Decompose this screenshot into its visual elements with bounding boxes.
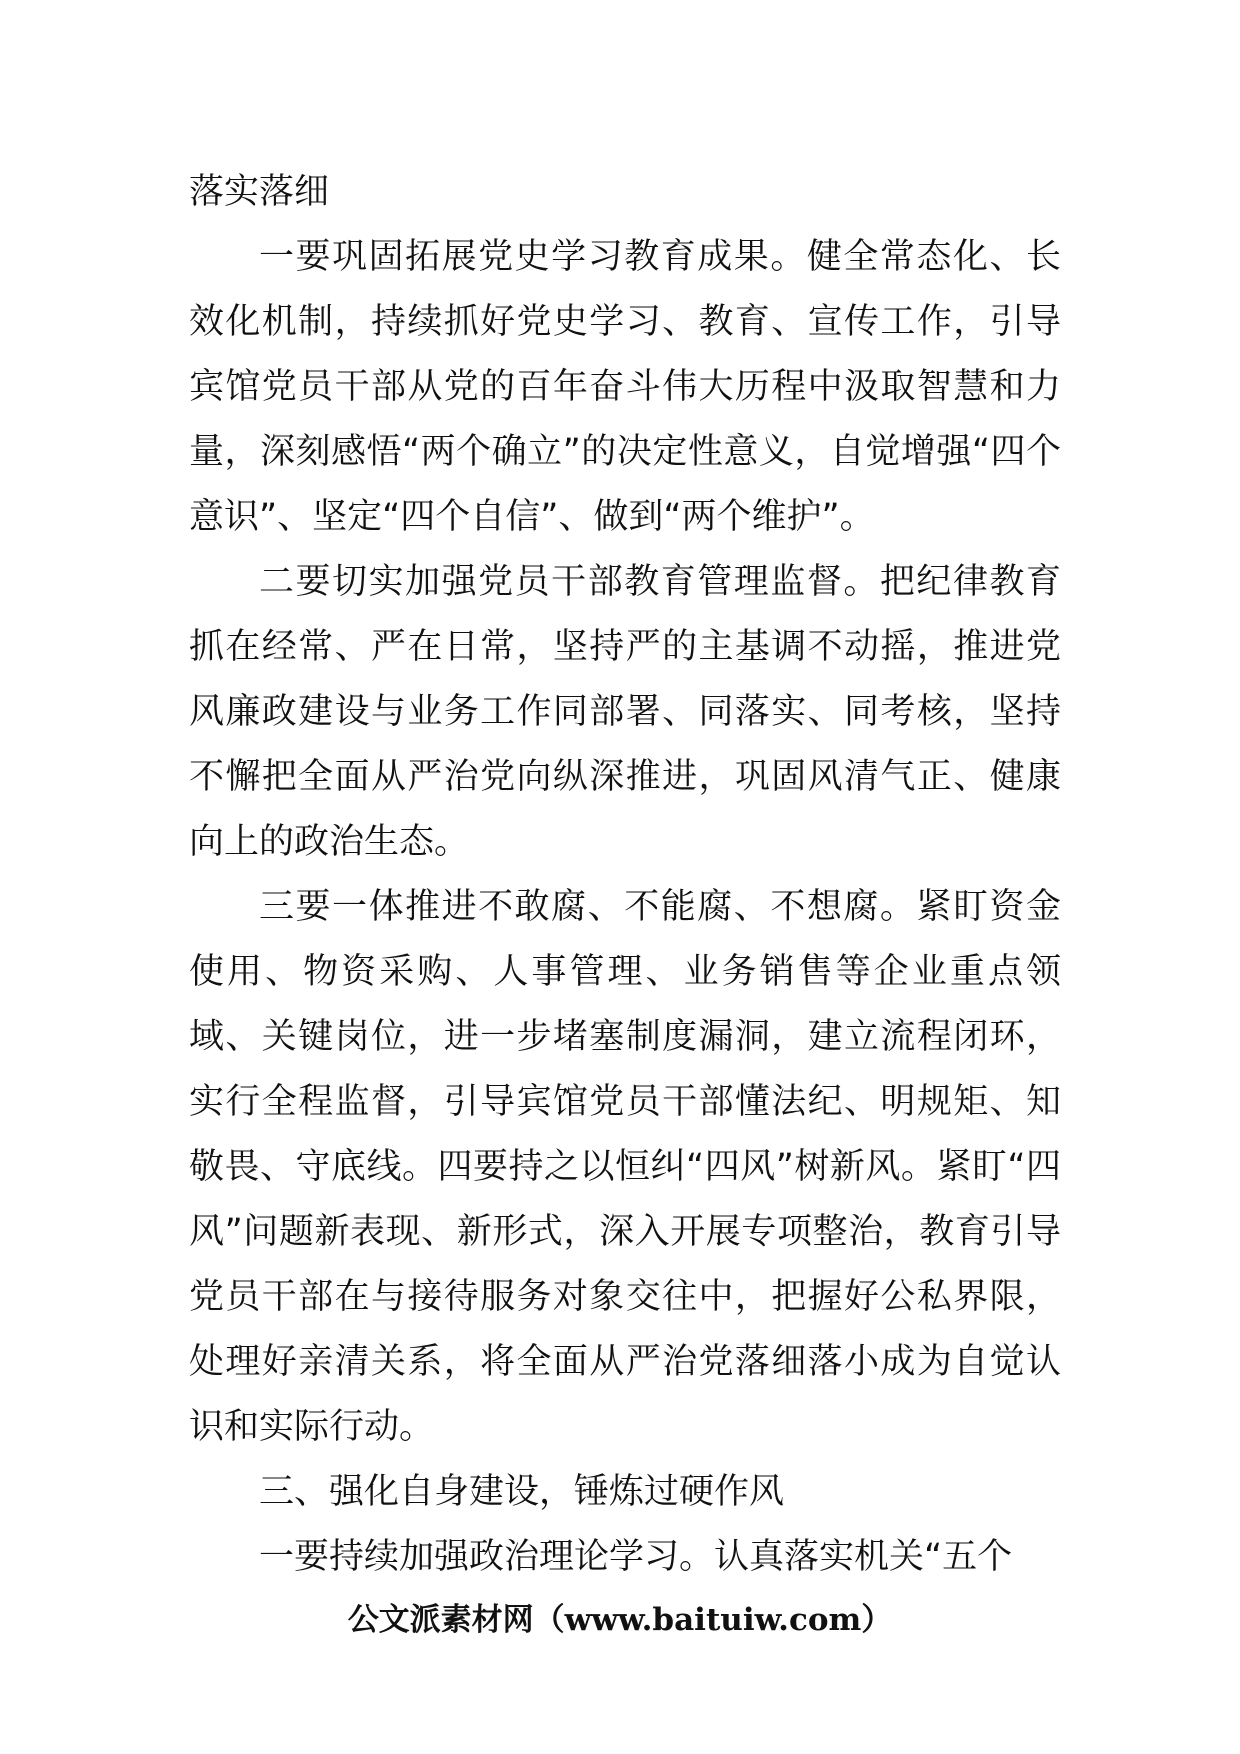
paragraph-cadre-supervision: 二要切实加强党员干部教育管理监督。把纪律教育抓在经常、严在日常，坚持严的主基调不动摇，推进党风廉政建设与业务工作同部署、同落实、同考核，坚持不懈把全面从严治党向纵深推进，巩固风清气正、健康向上的政治生态。: [189, 562, 1061, 862]
paragraph-political-theory: 一要持续加强政治理论学习。认真落实机关“五个: [259, 1537, 1013, 1577]
section-heading: 三、强化自身建设，锤炼过硬作风: [259, 1472, 785, 1512]
footer-watermark: 公文派素材网（www.baituiw.com）: [347, 1602, 893, 1638]
paragraph-anti-corruption: 三要一体推进不敢腐、不能腐、不想腐。紧盯资金使用、物资采购、人事管理、业务销售等企业重点领域、关键岗位，进一步堵塞制度漏洞，建立流程闭环，实行全程监督，引导宾馆党员干部懂法纪、明规矩、知敬畏、守底线。四要持之以恒纠“四风”树新风。紧盯“四风”问题新表现、新形式，深入开展专项整治，教育引导党员干部在与接待服务对象交往中，把握好公私界限，处理好亲清关系，将全面从严治党落细落小成为自觉认识和实际行动。: [189, 887, 1061, 1447]
paragraph-continuation: 落实落细: [189, 172, 330, 212]
paragraph-party-history: 一要巩固拓展党史学习教育成果。健全常态化、长效化机制，持续抓好党史学习、教育、宣传工作，引导宾馆党员干部从党的百年奋斗伟大历程中汲取智慧和力量，深刻感悟“两个确立”的决定性意义，自觉增强“四个意识”、坚定“四个自信”、做到“两个维护”。: [189, 237, 1061, 537]
document-body: [189, 160, 1061, 1590]
